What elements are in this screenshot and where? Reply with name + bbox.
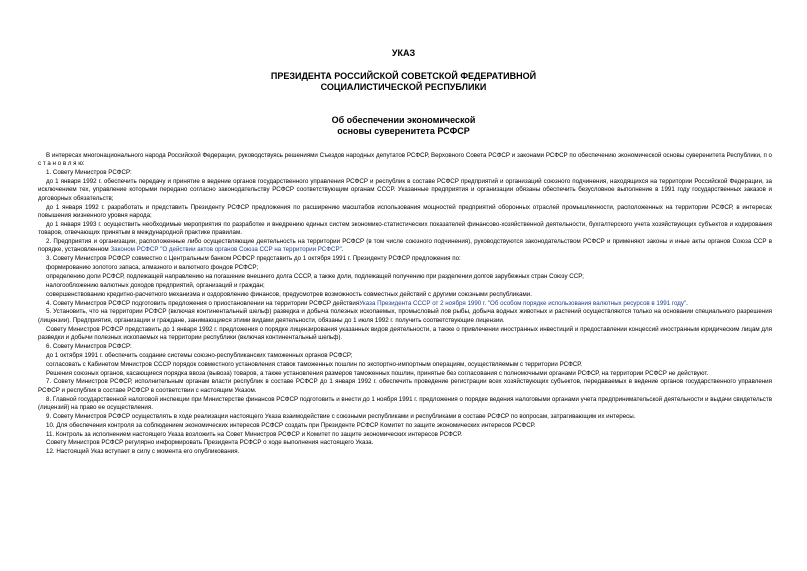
- document-paragraph: до 1 января 1992 г. обеспечить передачу и принятие в ведение органов государственного управления РСФСР и республик в составе РСФСР предприятий и организаций союзного подчинения, находящихся на территории Российской Федерации, за исключением тех, управление которыми передано согласно законодательству РСФСР соответствующим органам СССР. Указанные предприятия и организации обязаны обеспечить безусловное выполнение в 1991 году государственных заказов и договорных обязательств;: [38, 178, 772, 202]
- document-paragraph: 5. Установить, что на территории РСФСР (включая континентальный шельф) разведка и добыча полезных ископаемых, промысловый лов рыбы, добыча водных животных и растений осуществляются только на основании специального разрешения (лицензии). Предприятия, организации и граждане, занимающиеся этими видами деятельности, обязаны до 1 июля 1992 г. получить соответствующие лицензии.: [38, 308, 772, 324]
- document-paragraph: 10. Для обеспечения контроля за соблюдением экономических интересов РСФСР создать при Президенте РСФСР Комитет по защите экономических интересов РСФСР.: [46, 421, 536, 429]
- document-paragraph: 12. Настоящий Указ вступает в силу с момента его опубликования.: [46, 448, 240, 456]
- document-paragraph: Совету Министров РСФСР регулярно информировать Президента РСФСР о ходе выполнения настоящего Указа.: [46, 439, 374, 447]
- document-subject-heading: [0, 115, 807, 137]
- issuer-heading: [0, 71, 807, 93]
- document-paragraph: 11. Контроль за исполнением настоящего Указа возложить на Совет Министров РСФСР и Комитет по защите экономических интересов РСФСР.: [46, 430, 463, 438]
- document-paragraph: определению доли РСФСР, подлежащей направлению на погашение внешнего долга СССР, а также доли, подлежащей получению при разделении долгов зарубежных стран Союзу ССР;: [46, 272, 584, 280]
- legal-act-link[interactable]: Законом РСФСР "О действии актов органов Союза ССР на территории РСФСР": [110, 246, 342, 254]
- document-paragraph: 7. Совету Министров РСФСР, исполнительным органам власти республик в составе РСФСР до 1 января 1992 г. обеспечить проведение регистрации всех хозяйствующих субъектов, передаваемых в ведение органов государственного управления РСФСР и республик в составе РСФСР в соответствии с настоящим Указом.: [38, 378, 772, 394]
- document-paragraph: формированию золотого запаса, алмазного и валютного фондов РСФСР;: [46, 264, 259, 272]
- subject-line-2: основы суверенитета РСФСР: [337, 126, 470, 136]
- document-paragraph: 6. Совету Министров РСФСР:: [46, 342, 132, 350]
- paragraph-text: .: [341, 246, 344, 254]
- document-body: [38, 152, 772, 457]
- document-paragraph: совершенствованию кредитно-расчетного механизма и оздоровлению финансов, предусмотрев возможность совместных действий с другими союзными республиками.: [46, 290, 532, 298]
- document-paragraph: [38, 238, 772, 255]
- document-paragraph: налогообложению валютных доходов предприятий, организаций и граждан;: [46, 281, 265, 289]
- document-paragraph: 9. Совету Министров РСФСР осуществлять в ходе реализации настоящего Указа взаимодействие с союзными республиками и республиками в составе РСФСР по вопросам, затрагивающим их интересы.: [46, 412, 636, 420]
- document-paragraph: 3. Совету Министров РСФСР совместно с Центральным банком РСФСР представить до 1 октября 1991 г. Президенту РСФСР предложения по:: [46, 255, 461, 263]
- paragraph-text: 2. Предприятия и организации, расположенные либо осуществляющие деятельность на территории РСФСР (в том числе союзного подчинения), руководствуются законодательством РСФСР и применяют законы и иные акты органов Союза ССР в порядке, установленном: [38, 237, 772, 254]
- paragraph-text: .: [686, 299, 688, 307]
- document-paragraph: Совету Министров РСФСР представить до 1 января 1992 г. предложения о порядке лицензирования указанных видов деятельности, а также о привлечении иностранных инвестиций и предоставлении концессий иностранным юридическим лицам для разведки и добычи полезных ископаемых на территории республики (включая континентальный шельф).: [38, 325, 772, 341]
- paragraph-text: 4. Совету Министров РСФСР подготовить предложения о приостановлении на территории РСФСР действия: [46, 299, 360, 307]
- issuer-line-2: СОЦИАЛИСТИЧЕСКОЙ РЕСПУБЛИКИ: [320, 82, 487, 92]
- legal-act-link[interactable]: Указа Президента СССР от 2 ноября 1990 г. "Об особом порядке использования валютных ресурсов в 1991 году": [359, 299, 687, 307]
- document-paragraph: до 1 января 1992 г. разработать и представить Президенту РСФСР предложения по расширению масштабов использования мощностей предприятий оборонных отраслей промышленности, расположенных на территории РСФСР, в интересах повышения жизненного уровня народа;: [38, 203, 772, 219]
- document-kind-heading: УКАЗ: [391, 48, 416, 58]
- document-paragraph: до 1 января 1993 г. осуществить необходимые мероприятия по разработке и внедрению единых систем экономико-статистических показателей финансово-хозяйственной деятельности, бухгалтерского учета хозяйствующих субъектов и кодирования товаров, отвечающих принятым в международной практике правилам.: [38, 220, 772, 237]
- issuer-line-1: ПРЕЗИДЕНТА РОССИЙСКОЙ СОВЕТСКОЙ ФЕДЕРАТИВНОЙ: [270, 71, 537, 81]
- subject-line-1: Об обеспечении экономической: [331, 115, 476, 125]
- document-paragraph: 8. Главной государственной налоговой инспекции при Министерстве финансов РСФСР подготовить и внести до 1 ноября 1991 г. предложения о порядке ведения налоговыми органами учета предпринимательской деятельности и выдачи свидетельств (лицензий) на право ее осуществления.: [38, 395, 773, 411]
- document-paragraph: до 1 октября 1991 г. обеспечить создание системы союзно-республиканских таможенных органов РСФСР;: [46, 351, 353, 359]
- document-paragraph: Решения союзных органов, касающиеся порядка ввоза (вывоза) товаров, а также установления размеров таможенных пошлин, принятые без согласования с полномочными органами РСФСР, на территории РСФСР не действуют.: [46, 369, 709, 377]
- document-paragraph: 1. Совету Министров РСФСР:: [46, 169, 132, 177]
- document-paragraph: [38, 300, 772, 308]
- document-paragraph: согласовать с Кабинетом Министров СССР порядок совместного установления ставок таможенных пошлин по экспортно-импортным операциям, осуществляемым с территории РСФСР.: [46, 360, 582, 368]
- document-paragraph: В интересах многонационального народа Российской Федерации, руководствуясь решениями Съездов народных депутатов РСФСР, Верховного Совета РСФСР и законами РСФСР по обеспечению экономической основы суверенитета Республики, п о с т а н о в л я ю:: [38, 152, 772, 168]
